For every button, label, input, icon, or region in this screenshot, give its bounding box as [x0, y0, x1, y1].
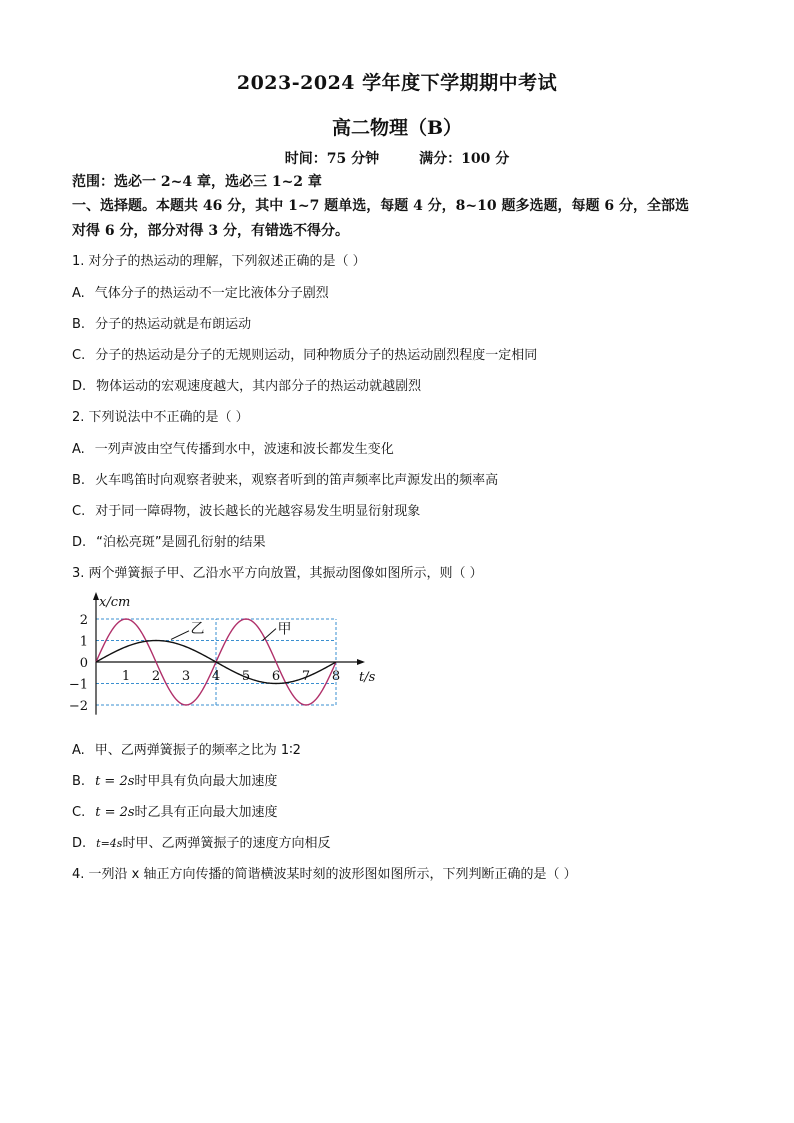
- label-leader-jia: [263, 629, 277, 641]
- vibration-chart: [68, 590, 392, 720]
- question-1-stem: 1. 对分子的热运动的理解，下列叙述正确的是（ ）: [72, 254, 366, 269]
- x-tick-label-7: 7: [301, 669, 311, 684]
- section-heading-line1: 一、选择题。本题共 46 分，其中 1~7 题单选，每题 4 分，8~10 题多选题，每题 6 分，全部选: [72, 198, 689, 214]
- question-3-stem: 3. 两个弹簧振子甲、乙沿水平方向放置，其振动图像如图所示，则（ ）: [72, 566, 483, 581]
- chart-axes: [93, 592, 365, 715]
- x-axis-arrow: [357, 659, 365, 665]
- x-tick-label-4: 4: [211, 669, 221, 684]
- question-1-option-d: D. 物体运动的宏观速度越大，其内部分子的热运动就越剧烈: [72, 379, 422, 394]
- exam-time: 时间：75 分钟: [284, 151, 380, 167]
- series-label-jia: 甲: [277, 621, 292, 638]
- exam-scope: 范围：选必一 2~4 章，选必三 1~2 章: [72, 174, 322, 190]
- section-heading-line2: 对得 6 分，部分对得 3 分，有错选不得分。: [72, 223, 349, 239]
- question-2-option-c: C. 对于同一障碍物，波长越长的光越容易发生明显衍射现象: [72, 504, 421, 519]
- question-1-option-b: B. 分子的热运动就是布朗运动: [72, 317, 252, 332]
- x-tick-label-3: 3: [181, 669, 191, 684]
- exam-title: 2023-2024 学年度下学期期中考试: [236, 72, 558, 94]
- y-tick-label-4: −2: [68, 699, 88, 714]
- x-axis-label: t/s: [359, 670, 376, 685]
- y-tick-label-2: 0: [79, 656, 88, 671]
- exam-score: 满分：100 分: [419, 151, 510, 167]
- exam-meta: [0, 148, 794, 168]
- y-axis-label: x/cm: [99, 595, 131, 610]
- question-4-stem: 4. 一列沿 x 轴正方向传播的简谐横波某时刻的波形图如图所示，下列判断正确的是（ ）: [72, 867, 577, 882]
- label-leader-yi: [171, 631, 189, 640]
- question-2-option-a: A. 一列声波由空气传播到水中，波速和波长都发生变化: [72, 442, 394, 457]
- question-2-stem: 2. 下列说法中不正确的是（ ）: [72, 410, 249, 425]
- question-3-option-c: C. t = 2s时乙具有正向最大加速度: [72, 805, 278, 820]
- y-tick-label-3: −1: [68, 677, 88, 693]
- y-tick-label-1: 1: [79, 634, 88, 650]
- series-label-yi: 乙: [190, 621, 205, 638]
- x-tick-label-5: 5: [241, 669, 251, 684]
- question-3-option-a: A. 甲、乙两弹簧振子的频率之比为 1∶2: [72, 743, 301, 758]
- x-tick-label-1: 1: [121, 669, 131, 684]
- chart-labels: [69, 595, 376, 714]
- question-1-option-c: C. 分子的热运动是分子的无规则运动，同种物质分子的热运动剧烈程度一定相同: [72, 348, 538, 363]
- exam-subtitle: 高二物理（B）: [331, 117, 463, 139]
- question-3-option-d: D. t=4s时甲、乙两弹簧振子的速度方向相反: [72, 836, 331, 851]
- question-1-option-a: A. 气体分子的热运动不一定比液体分子剧烈: [72, 286, 329, 301]
- x-tick-label-6: 6: [271, 669, 281, 684]
- question-2-option-b: B. 火车鸣笛时向观察者驶来，观察者听到的笛声频率比声源发出的频率高: [72, 473, 499, 488]
- question-3-option-b: B. t = 2s时甲具有负向最大加速度: [72, 774, 278, 789]
- x-tick-label-2: 2: [151, 669, 161, 684]
- question-2-option-d: D. “泊松亮斑”是圆孔衍射的结果: [72, 535, 266, 550]
- y-tick-label-0: 2: [79, 613, 88, 628]
- x-tick-label-8: 8: [331, 669, 341, 684]
